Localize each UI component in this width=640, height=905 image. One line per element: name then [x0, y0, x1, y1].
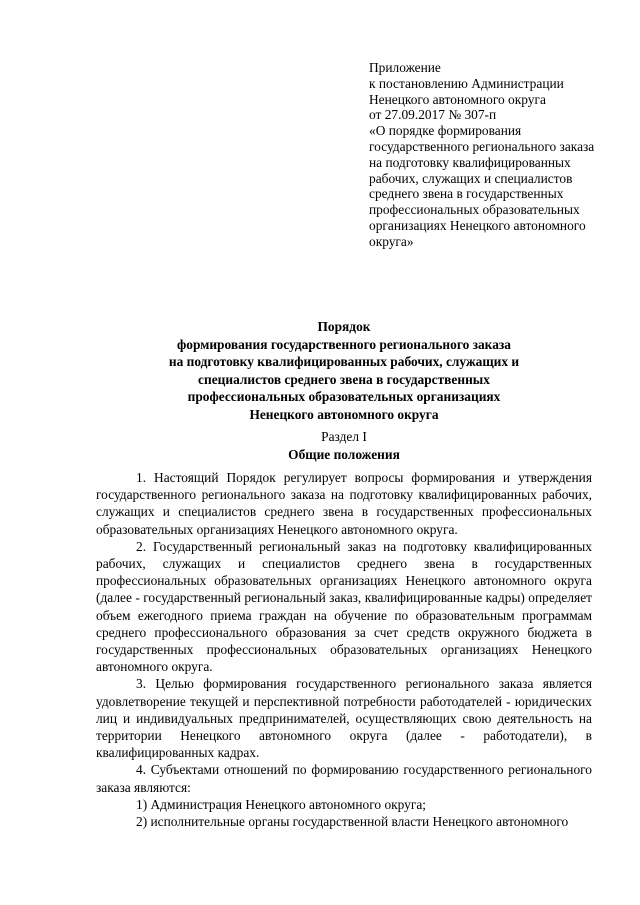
list-item: 2) исполнительные органы государственной власти Ненецкого автономного — [136, 814, 569, 830]
paragraph: 3. Целью формирования государственного регионального заказа является удовлетворение текущей и перспективной потребности работодателей - юридических лиц и индивидуальных предпринимателей, осуществляющих свою деятельность на территории Ненецкого автономного округа (далее - работодатели), в квалифицированных кадрах. — [96, 676, 592, 761]
appendix-line: на подготовку квалифицированных — [369, 154, 571, 170]
document-body — [96, 469, 592, 830]
appendix-line: рабочих, служащих и специалистов — [369, 170, 573, 186]
paragraph: 4. Субъектами отношений по формированию государственного регионального заказа являются: — [96, 762, 592, 795]
appendix-line: Приложение — [369, 60, 441, 75]
title-line: Ненецкого автономного округа — [249, 406, 439, 422]
appendix-line: государственного регионального заказа — [369, 138, 595, 154]
paragraph: 1. Настоящий Порядок регулирует вопросы формирования и утверждения государственного регионального заказа на подготовку квалифицированных рабочих, служащих и специалистов среднего звена в государственных профессиональных образовательных организациях Ненецкого автономного округа. — [96, 470, 592, 537]
appendix-line: среднего звена в государственных — [369, 186, 564, 202]
title-line: специалистов среднего звена в государственных — [198, 371, 490, 387]
section-header — [96, 428, 592, 463]
appendix-line: Ненецкого автономного округа — [369, 91, 546, 107]
paragraph: 2. Государственный региональный заказ на подготовку квалифицированных рабочих, служащих и специалистов среднего звена в государственных профессиональных образовательных организациях Ненецкого автономного округа (далее - государственный региональный заказ, квалифицированные кадры) определяет объем ежегодного приема граждан на обучение по образовательным программам среднего профессионального образования за счет средств окружного бюджета в государственных профессиональных образовательных организациях Ненецкого автономного округа. — [96, 538, 592, 675]
appendix-line: округа» — [369, 233, 414, 249]
appendix-line: от 27.09.2017 № 307-п — [369, 107, 497, 123]
appendix-line: «О порядке формирования — [369, 123, 522, 139]
section-number: Раздел I — [321, 429, 367, 444]
section-heading: Общие положения — [288, 446, 400, 462]
appendix-line: профессиональных образовательных — [369, 202, 580, 218]
title-line: Порядок — [317, 319, 371, 334]
title-line: профессиональных образовательных организациях — [187, 389, 501, 405]
title-line: формирования государственного регионального заказа — [177, 336, 511, 352]
list-item: 1) Администрация Ненецкого автономного округа; — [136, 796, 427, 812]
title-line: на подготовку квалифицированных рабочих, служащих и — [168, 354, 520, 370]
appendix-block — [369, 60, 631, 250]
appendix-line: организациях Ненецкого автономного — [369, 217, 586, 233]
appendix-line: к постановлению Администрации — [369, 75, 564, 91]
document-title — [96, 318, 592, 424]
